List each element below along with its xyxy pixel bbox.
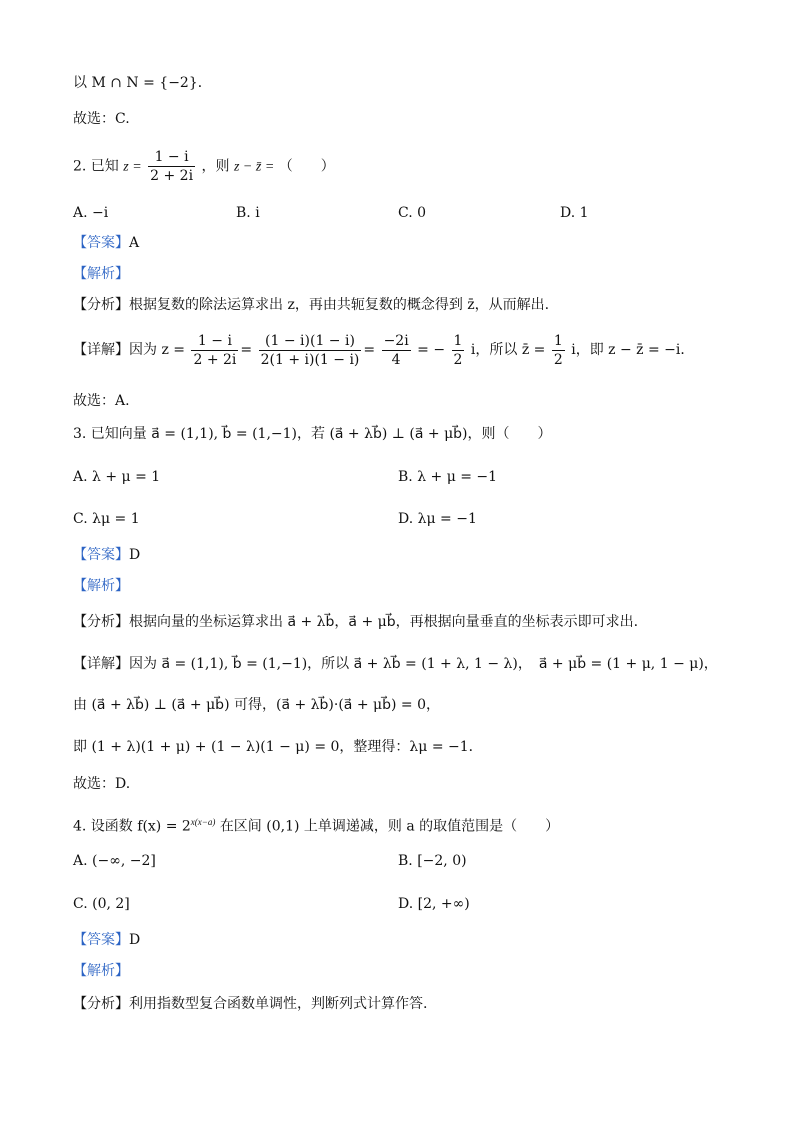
xj-frac-2 bbox=[259, 332, 362, 369]
q4-exponent: x(x−a) bbox=[190, 817, 216, 827]
xj-frac-5-den: 2 bbox=[553, 351, 563, 368]
q3-option-b: B. λ + μ = −1 bbox=[398, 469, 498, 485]
q3-jiexi bbox=[73, 575, 733, 597]
q2-number: 2. 已知 bbox=[73, 158, 119, 175]
q2-denominator: 2 + 2i bbox=[150, 168, 194, 184]
q2-answer bbox=[73, 232, 733, 254]
xj-frac-4-den: 2 bbox=[453, 351, 463, 368]
q2-fraction bbox=[148, 148, 195, 185]
answer-value: D bbox=[129, 547, 141, 563]
fenxi-text: 根据复数的除法运算求出 z，再由共轭复数的概念得到 z̄，从而解出. bbox=[129, 297, 550, 313]
xj-frac-2-num: (1 − i)(1 − i) bbox=[259, 332, 362, 351]
q2-option-d: D. 1 bbox=[560, 205, 589, 221]
q3-answer bbox=[73, 544, 733, 566]
q2-choice: 故选：A. bbox=[73, 393, 130, 409]
q3-option-d: D. λμ = −1 bbox=[398, 511, 477, 527]
xj-frac-1-den: 2 + 2i bbox=[193, 351, 237, 368]
q2-expression: z − z̄ = bbox=[233, 159, 275, 175]
q2-option-a: A. −i bbox=[73, 205, 109, 221]
fenxi-tag: 【分析】 bbox=[73, 297, 129, 313]
jiexi-tag: 【解析】 bbox=[73, 963, 129, 979]
answer-value: A bbox=[129, 235, 140, 251]
answer-value: D bbox=[129, 932, 141, 948]
q4-fenxi bbox=[73, 993, 733, 1015]
q3-fenxi bbox=[73, 611, 733, 633]
q2-numerator: 1 − i bbox=[148, 148, 195, 167]
q3-option-c: C. λμ = 1 bbox=[73, 511, 140, 527]
xj-frac-4-num: 1 bbox=[453, 332, 463, 349]
q2-option-b: B. i bbox=[236, 205, 260, 221]
xj-end: i，即 z − z̄ = −i． bbox=[571, 342, 695, 358]
xj-frac-3-den: 4 bbox=[391, 351, 401, 368]
q4-option-b: B. [−2, 0) bbox=[398, 853, 467, 869]
xj-frac-2-den: 2(1 + i)(1 − i) bbox=[260, 351, 360, 368]
jiexi-tag: 【解析】 bbox=[73, 266, 129, 282]
q4-option-d: D. [2, +∞) bbox=[398, 896, 470, 912]
xj-frac-5 bbox=[552, 332, 565, 369]
q4-jiexi bbox=[73, 960, 733, 982]
fenxi-tag: 【分析】 bbox=[73, 614, 129, 630]
q2-stem bbox=[73, 148, 733, 186]
xiangjie-tag: 【详解】 bbox=[73, 656, 129, 672]
xj-eq: = − bbox=[417, 342, 446, 358]
xiangjie-tag: 【详解】 bbox=[73, 342, 129, 358]
q3-choice: 故选：D. bbox=[73, 776, 131, 792]
fenxi-text: 利用指数型复合函数单调性，判断列式计算作答. bbox=[129, 996, 428, 1012]
xj-frac-3 bbox=[382, 332, 411, 369]
q2-fenxi bbox=[73, 294, 733, 316]
q4-answer bbox=[73, 929, 733, 951]
line-conclusion: 以 M ∩ N = {−2}． bbox=[73, 75, 212, 91]
q4-stem-post: 在区间 (0,1) 上单调递减，则 a 的取值范围是（ ） bbox=[219, 818, 560, 835]
q4-stem-pre: 4. 设函数 f(x) = 2 bbox=[73, 818, 191, 835]
q3-xiangjie-2: 由 (a⃗ + λb⃗) ⊥ (a⃗ + μb⃗) 可得，(a⃗ + λb⃗)·(a⃗ + μb⃗) = 0， bbox=[73, 697, 440, 713]
fenxi-tag: 【分析】 bbox=[73, 996, 129, 1012]
xj-text-1: 因为 a⃗ = (1,1), b⃗ = (1,−1)，所以 a⃗ + λb⃗ = (1 + λ, 1 − λ)， a⃗ + μb⃗ = (1 + μ, 1 − μ)， bbox=[129, 656, 718, 672]
answer-tag: 【答案】 bbox=[73, 547, 129, 563]
q2-xiangjie: 【详解】因为 z = $\frac{1 - i}{2 + 2i}$ = $\frac{(1 - i)(1 - i)}{2(1 + i)(1 - i)}$ = $\frac{-2i}{4}$ = − $\frac{1}{2}$ i，所以 z̄ = $\frac{1}{2}$ i，即 z − z̄ = −i． bbox=[73, 332, 695, 368]
q3-stem: 3. 已知向量 a⃗ = (1,1), b⃗ = (1,−1)，若 (a⃗ + λb⃗) ⊥ (a⃗ + μb⃗)，则（ ） bbox=[73, 426, 552, 442]
q3-option-a: A. λ + μ = 1 bbox=[73, 469, 161, 485]
q3-xiangjie bbox=[73, 653, 733, 675]
xj-pre: 因为 z = bbox=[129, 342, 186, 358]
q3-xiangjie-3: 即 (1 + λ)(1 + μ) + (1 − λ)(1 − μ) = 0，整理得：λμ = −1． bbox=[73, 739, 483, 755]
fenxi-text: 根据向量的坐标运算求出 a⃗ + λb⃗，a⃗ + μb⃗，再根据向量垂直的坐标表示即可求出. bbox=[129, 614, 639, 630]
answer-tag: 【答案】 bbox=[73, 932, 129, 948]
xj-frac-4 bbox=[452, 332, 465, 369]
q4-option-a: A. (−∞, −2] bbox=[73, 853, 156, 869]
jiexi-tag: 【解析】 bbox=[73, 578, 129, 594]
xj-frac-3-num: −2i bbox=[383, 332, 409, 349]
q2-z: z = bbox=[123, 159, 142, 175]
answer-tag: 【答案】 bbox=[73, 235, 129, 251]
q2-jiexi bbox=[73, 263, 733, 285]
q1-choice: 故选：C. bbox=[73, 111, 130, 127]
xj-mid: i，所以 z̄ = bbox=[470, 342, 546, 358]
q2-paren: （ ） bbox=[278, 158, 335, 175]
xj-frac-1-num: 1 − i bbox=[191, 332, 238, 351]
q2-suffix: ，则 bbox=[201, 158, 230, 175]
q4-stem bbox=[73, 811, 733, 838]
xj-frac-1 bbox=[191, 332, 238, 369]
q4-option-c: C. (0, 2] bbox=[73, 896, 130, 912]
q2-option-c: C. 0 bbox=[398, 205, 427, 221]
xj-frac-5-num: 1 bbox=[553, 332, 563, 349]
